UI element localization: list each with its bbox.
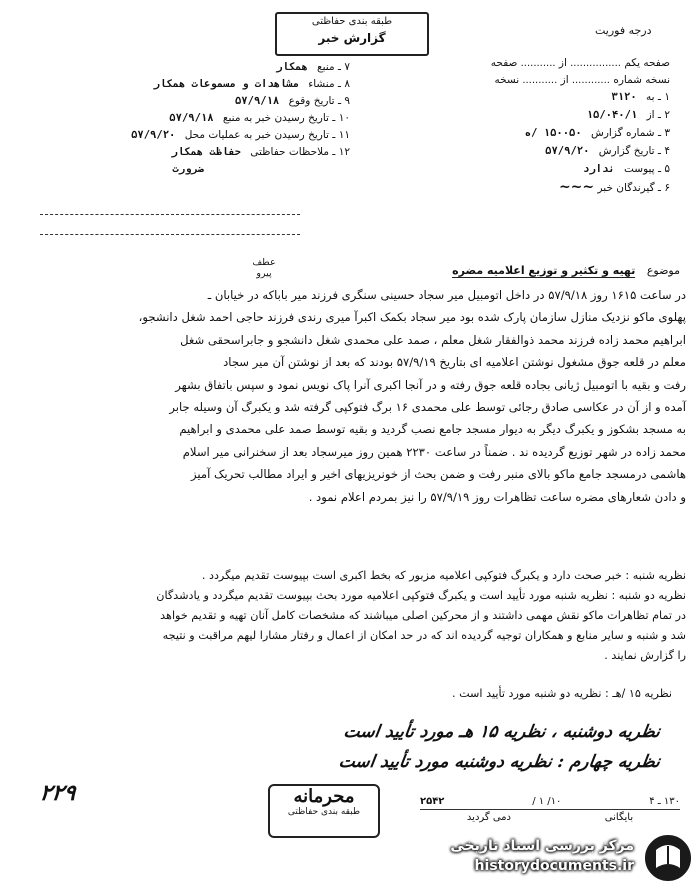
body-line: هاشمی درمسجد جامع ماکو بالای منبر رفت و ضمن بحث از خونریزیهای اخیر و ایراد مطالب تحریک آمیز: [191, 467, 686, 482]
body-line: ابراهیم محمد زاده فرزند محمد ذوالفقار شغل معلم ، صمد علی محمدی شغل دانشجو و جابراسحقی شغل: [180, 332, 686, 347]
header-row: ۶ ـ گیرندگان خبر ~~~: [558, 179, 670, 195]
header-row: ضرورت: [172, 163, 204, 175]
note-line: نظریه دو شنبه : نظریه شنبه مورد تأیید است و یکبرگ فتوکپی اعلامیه مورد بحث بپیوست تقدیم میگردد و یادشدگان: [156, 589, 686, 602]
watermark-url: historydocuments.ir: [474, 858, 634, 874]
notes-block: [14, 566, 686, 666]
body-line: پهلوی ماکو نزدیک منازل سازمان پارک شده بود میر سجاد بکمک اکبرآ میری رندی فرزند حاجی احمد شغل دانشجو،: [138, 310, 686, 325]
classification-stamp: [275, 12, 429, 56]
header-row: ۴ ـ تاریخ گزارش ۵۷/۹/۲۰: [545, 145, 670, 157]
body-line: رفت و بقیه با اتومبیل ژیانی بجاده قلعه جوق رفته و در آنجا اکبری آنرا پاک نویس نمود و سپس باتفاق بشهر: [175, 377, 686, 392]
stamp-line2: گزارش خبر: [318, 31, 386, 45]
header-row: ۹ ـ تاریخ وقوع ۵۷/۹/۱۸: [234, 95, 350, 107]
header-row: ۱۱ ـ تاریخ رسیدن خبر به عملیات محل ۵۷/۹/۲۰: [131, 129, 350, 141]
right-header: [370, 56, 670, 196]
dashed-line: [40, 234, 300, 235]
subject-value: تهیه و تکثیر و توزیع اعلامیه مضره: [452, 264, 636, 277]
note-line: در تمام تظاهرات ماکو نقش مهمی داشتند و از محرکین اصلی میباشند که مشخصات کامل آنان تهیه و تقدیم خواهد: [160, 609, 686, 622]
report-body: [14, 284, 686, 508]
secret-stamp: محرمانه طبقه بندی حفاظتی: [268, 784, 380, 838]
stamp-line1: طبقه بندی حفاظتی: [311, 16, 393, 27]
body-line: معلم در قلعه جوق مشغول نوشتن اعلامیه ای بتاریخ ۵۷/۹/۱۹ بودند که بعد از نوشتن آن میر سجاد: [223, 355, 686, 370]
subject-line: [260, 264, 680, 277]
note-line: نظریه شنبه : خبر صحت دارد و یکبرگ فتوکپی اعلامیه مزبور که بخط اکبری است بپیوست تقدیم میگردد .: [201, 569, 686, 582]
header-row: ۸ ـ منشاء مشاهدات و مسموعات همکار: [153, 78, 350, 90]
subject-label: موضوع: [646, 264, 680, 277]
handwritten-note-2: نظریه چهارم : نظریه دوشنبه مورد تأیید است: [337, 752, 662, 772]
note-15: نظریه ۱۵ /هـ : نظریه دو شنبه مورد تأیید است .: [451, 687, 672, 700]
header-row: ۲ ـ از ۱۵/۰۴۰/۱: [586, 109, 670, 121]
header-row: ۳ ـ شماره گزارش ۱۵۰۰۵۰ /ه: [524, 127, 670, 139]
header-row: نسخه شماره ............ از ........... نسخه: [494, 74, 670, 86]
header-row: ۵ ـ پیوست ندارد: [583, 163, 670, 175]
header-row: ۱ ـ به ۳۱۲۰: [611, 91, 670, 103]
header-row: ۱۲ ـ ملاحظات حفاظتی حفاظت همکار: [171, 146, 350, 158]
handwritten-note-1: نظریه دوشنبه ، نظریه ۱۵ هـ مورد تأیید است: [342, 722, 662, 742]
dashed-line: [40, 214, 300, 215]
header-row: ۷ ـ منبع همکار: [276, 61, 350, 73]
atf-block: عطف پیرو: [252, 257, 276, 279]
page-number: ۲۲۹: [38, 780, 78, 806]
note-line: شد و شنبه و سایر منابع و همکاران توجیه گردیده اند که در حد امکان از اعمال و رفتار مشارا لیهم مراقبت و نتیجه: [162, 629, 686, 642]
body-line: محمد زاده در شهر توزیع گردیده ند . ضمناً در ساعت ۲۲۳۰ همین روز میرسجاد بعد از سخنرانی میر اسلام: [182, 444, 686, 459]
body-line: در ساعت ۱۶۱۵ روز ۵۷/۹/۱۸ در داخل اتومبیل میر سجاد حسینی سنگری فرزند میر باباکه در خیابان ـ: [207, 288, 686, 302]
header-row: صفحه یکم ................ از ........... صفحه: [490, 57, 670, 69]
watermark-title: مرکز بررسی اسناد تاریخی: [450, 838, 634, 854]
archive-logo-icon: [642, 832, 694, 884]
body-line: آمده و از آن در عکاسی صادق رجائی توسط علی محمدی ۱۶ برگ فتوکپی گرفته شد و یکبرگ آن وسیله جابر: [169, 400, 686, 415]
note-line: را گزارش نمایند .: [604, 649, 686, 662]
header-row: ۱۰ ـ تاریخ رسیدن خبر به منبع ۵۷/۹/۱۸: [169, 112, 350, 124]
body-line: به مسجد بشکوز و یکبرگ دیگر به دیوار مسجد جامع نصب گردید و بقیه توسط صمد علی محمدی و ابراهیم: [179, 422, 686, 437]
archive-stamp: ۱۳۰ ـ ۴ ۱۰/ ۱ / ۲۵۴۲ بایگانی دمی گردید: [420, 796, 680, 823]
priority-label: درجه فوریت: [595, 24, 652, 37]
body-line: و دادن شعارهای مضره ساعت تظاهرات روز ۵۷/۹/۱۹ را نیز بمردم اعلام نمود .: [308, 489, 686, 504]
left-header: [20, 60, 350, 177]
